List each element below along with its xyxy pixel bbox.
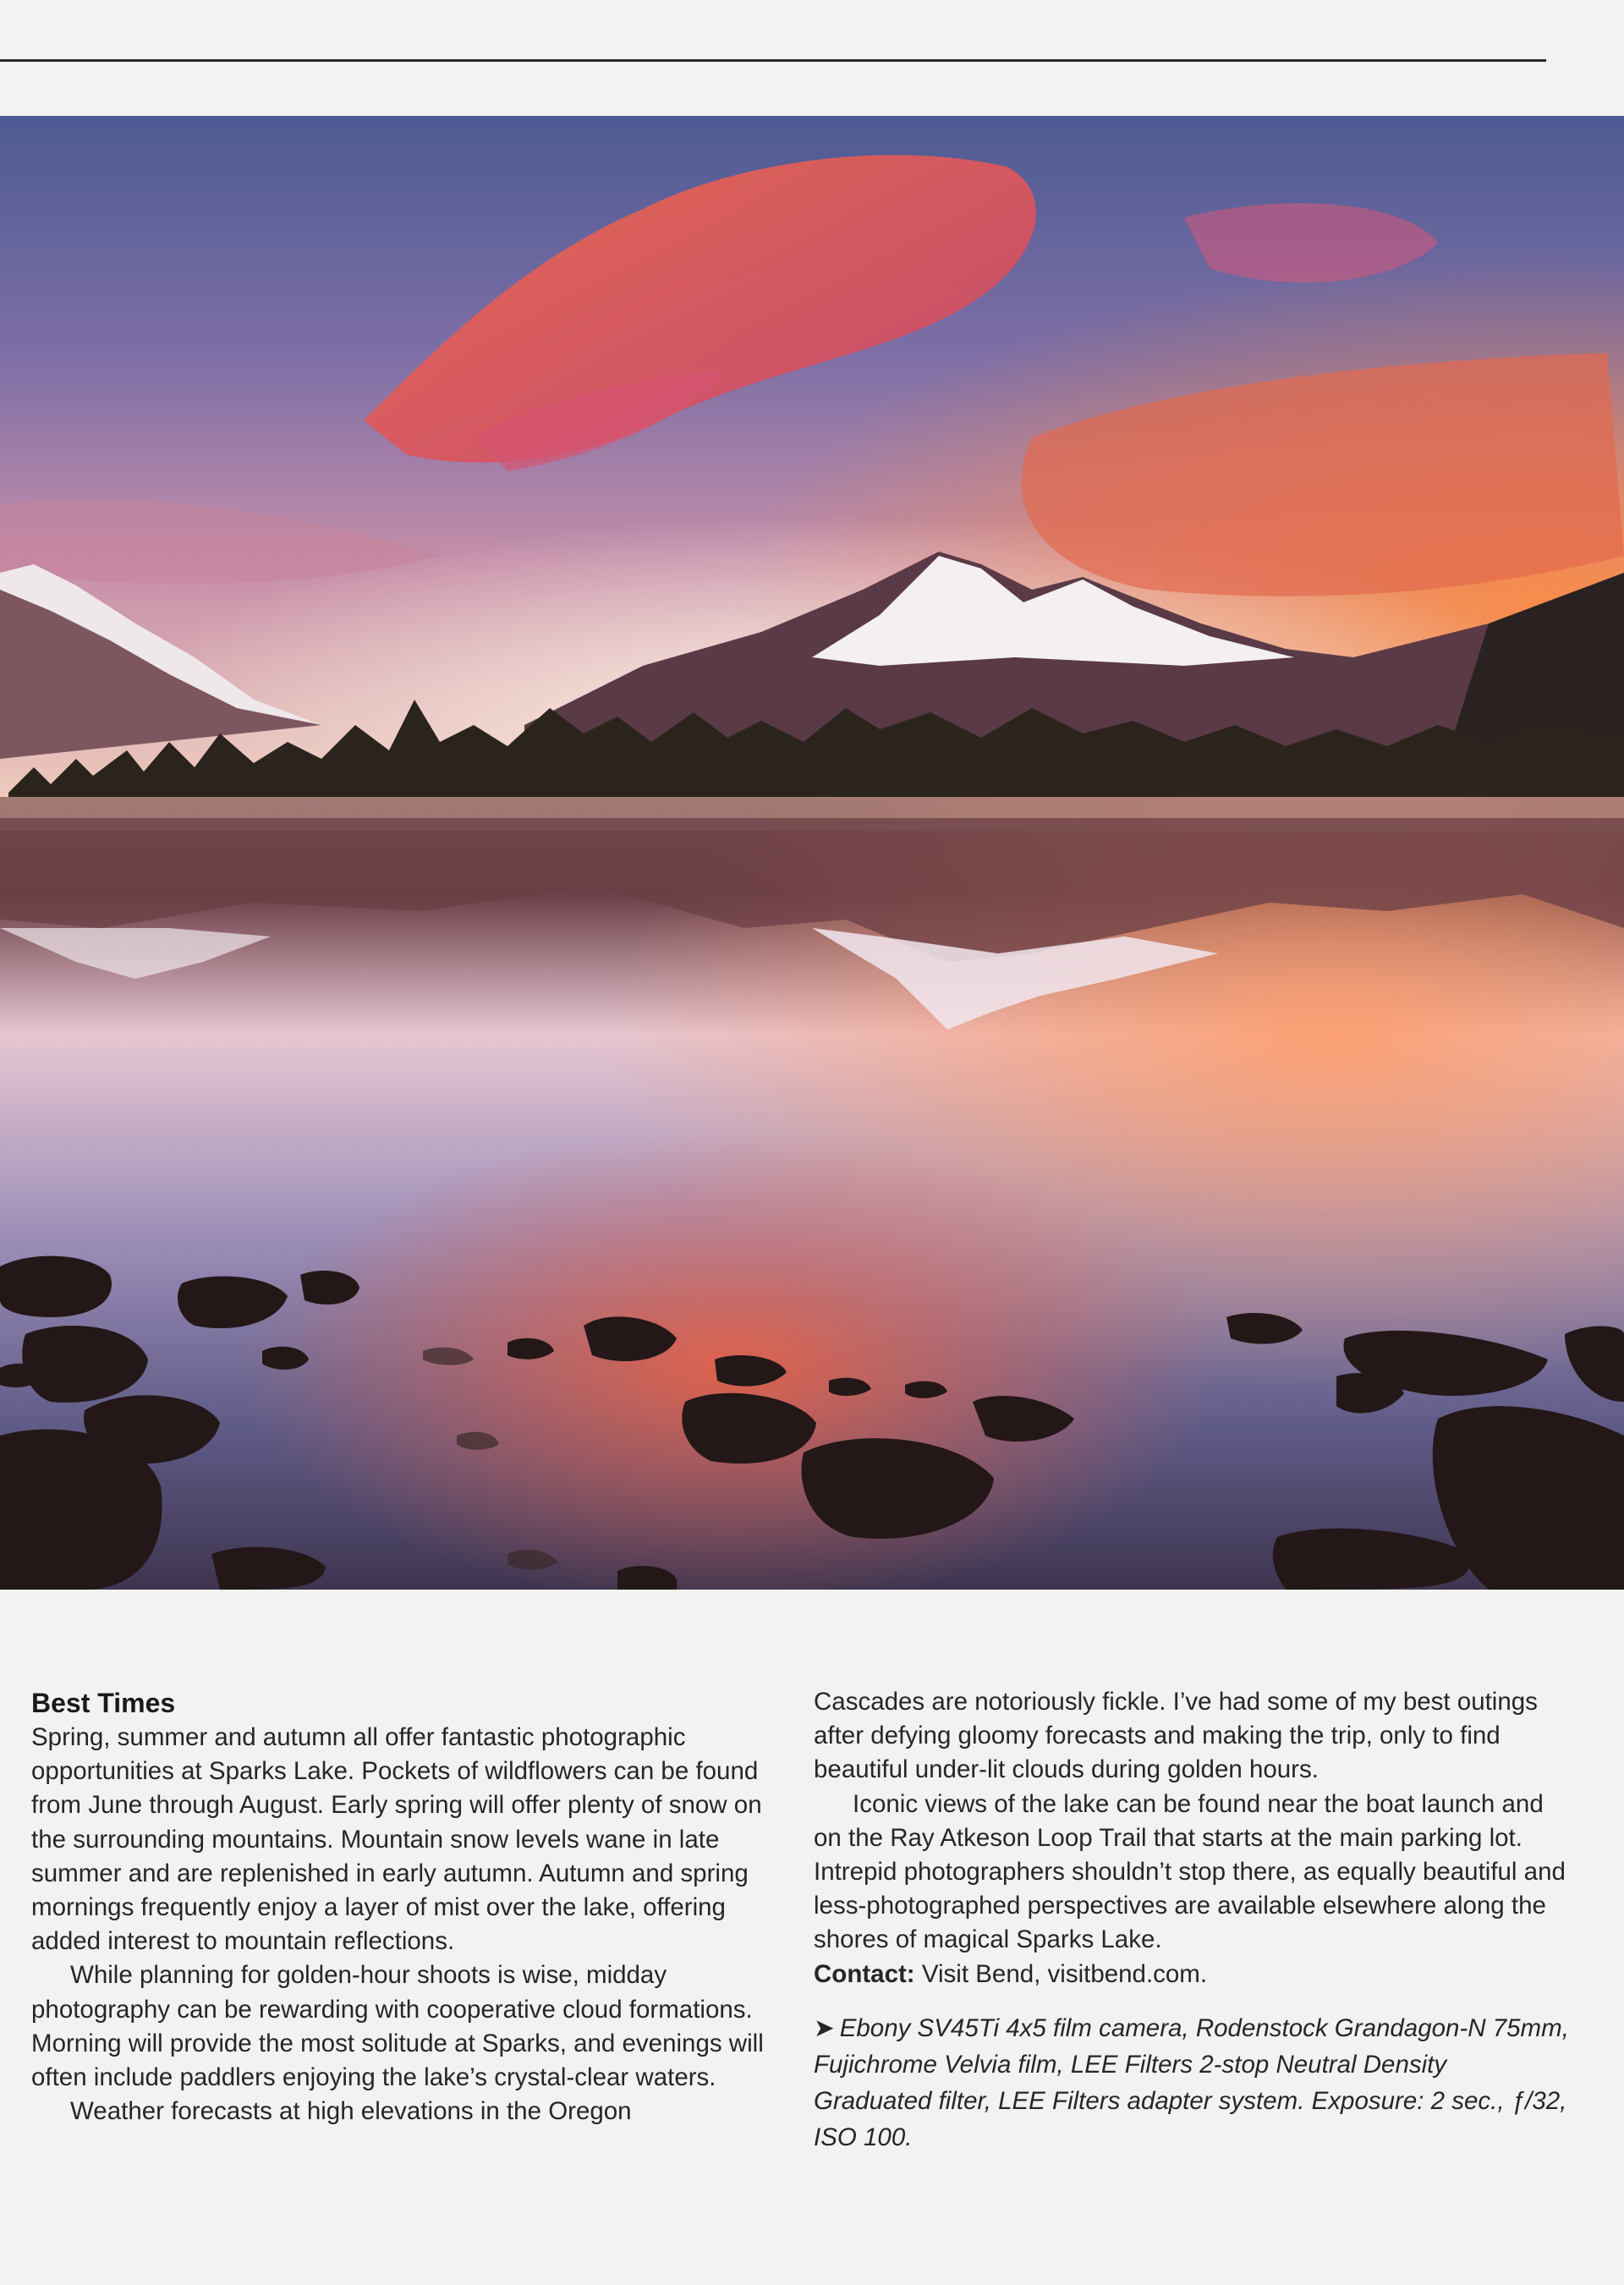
contact-text: Visit Bend, visitbend.com. [921, 1959, 1208, 1988]
equipment-text: Ebony SV45Ti 4x5 film camera, Rodenstock Grandagon-N 75mm, Fujichrome Velvia film, LEE Filters 2-stop Neutral Density Graduated filter, LEE Filters adapter system. Exposure: 2 sec., ƒ/32, ISO 100. [814, 2013, 1569, 2151]
paragraph-seasons: Spring, summer and autumn all offer fantastic photographic opportunities at Sparks Lake. Pockets of wildflowers can be found from June through August. Early spring will offer plenty of snow on the surrounding mountains. Mountain snow levels wane in late summer and are replenished in early autumn. Autumn and spring mornings frequently enjoy a layer of mist over the lake, offering added interest to mountain reflections. [31, 1723, 762, 1956]
section-heading: Best Times [31, 1688, 176, 1718]
arrow-icon: ➤ [814, 2013, 835, 2042]
article-left-column [31, 1685, 776, 2128]
paragraph-weather-start: Weather forecasts at high elevations in the Oregon [70, 2097, 632, 2126]
paragraph-golden-hour: While planning for golden-hour shoots is wise, midday photography can be rewarding with cooperative cloud formations. Morning will provide the most solitude at Sparks, and evenings will often include paddlers enjoying the lake’s crystal-clear waters. [31, 1961, 764, 2092]
contact-line [814, 1958, 1571, 1991]
article-right-column [814, 1685, 1571, 2156]
paragraph-iconic-views: Iconic views of the lake can be found near the boat launch and on the Ray Atkeson Loop Trail that starts at the main parking lot. Intrepid photographers shouldn’t stop there, as equally beautiful and less-photographed perspectives are available elsewhere along the shores of magical Sparks Lake. [814, 1789, 1566, 1954]
top-rule [0, 59, 1546, 62]
paragraph-weather-end: Cascades are notoriously fickle. I’ve had some of my best outings after defying gloomy forecasts and making the trip, only to find beautiful under-lit clouds during golden hours. [814, 1688, 1538, 1784]
landscape-photo [0, 116, 1624, 1590]
equipment-caption [814, 2010, 1571, 2156]
contact-label: Contact: [814, 1959, 915, 1988]
sparks-lake-photo [0, 116, 1624, 1590]
